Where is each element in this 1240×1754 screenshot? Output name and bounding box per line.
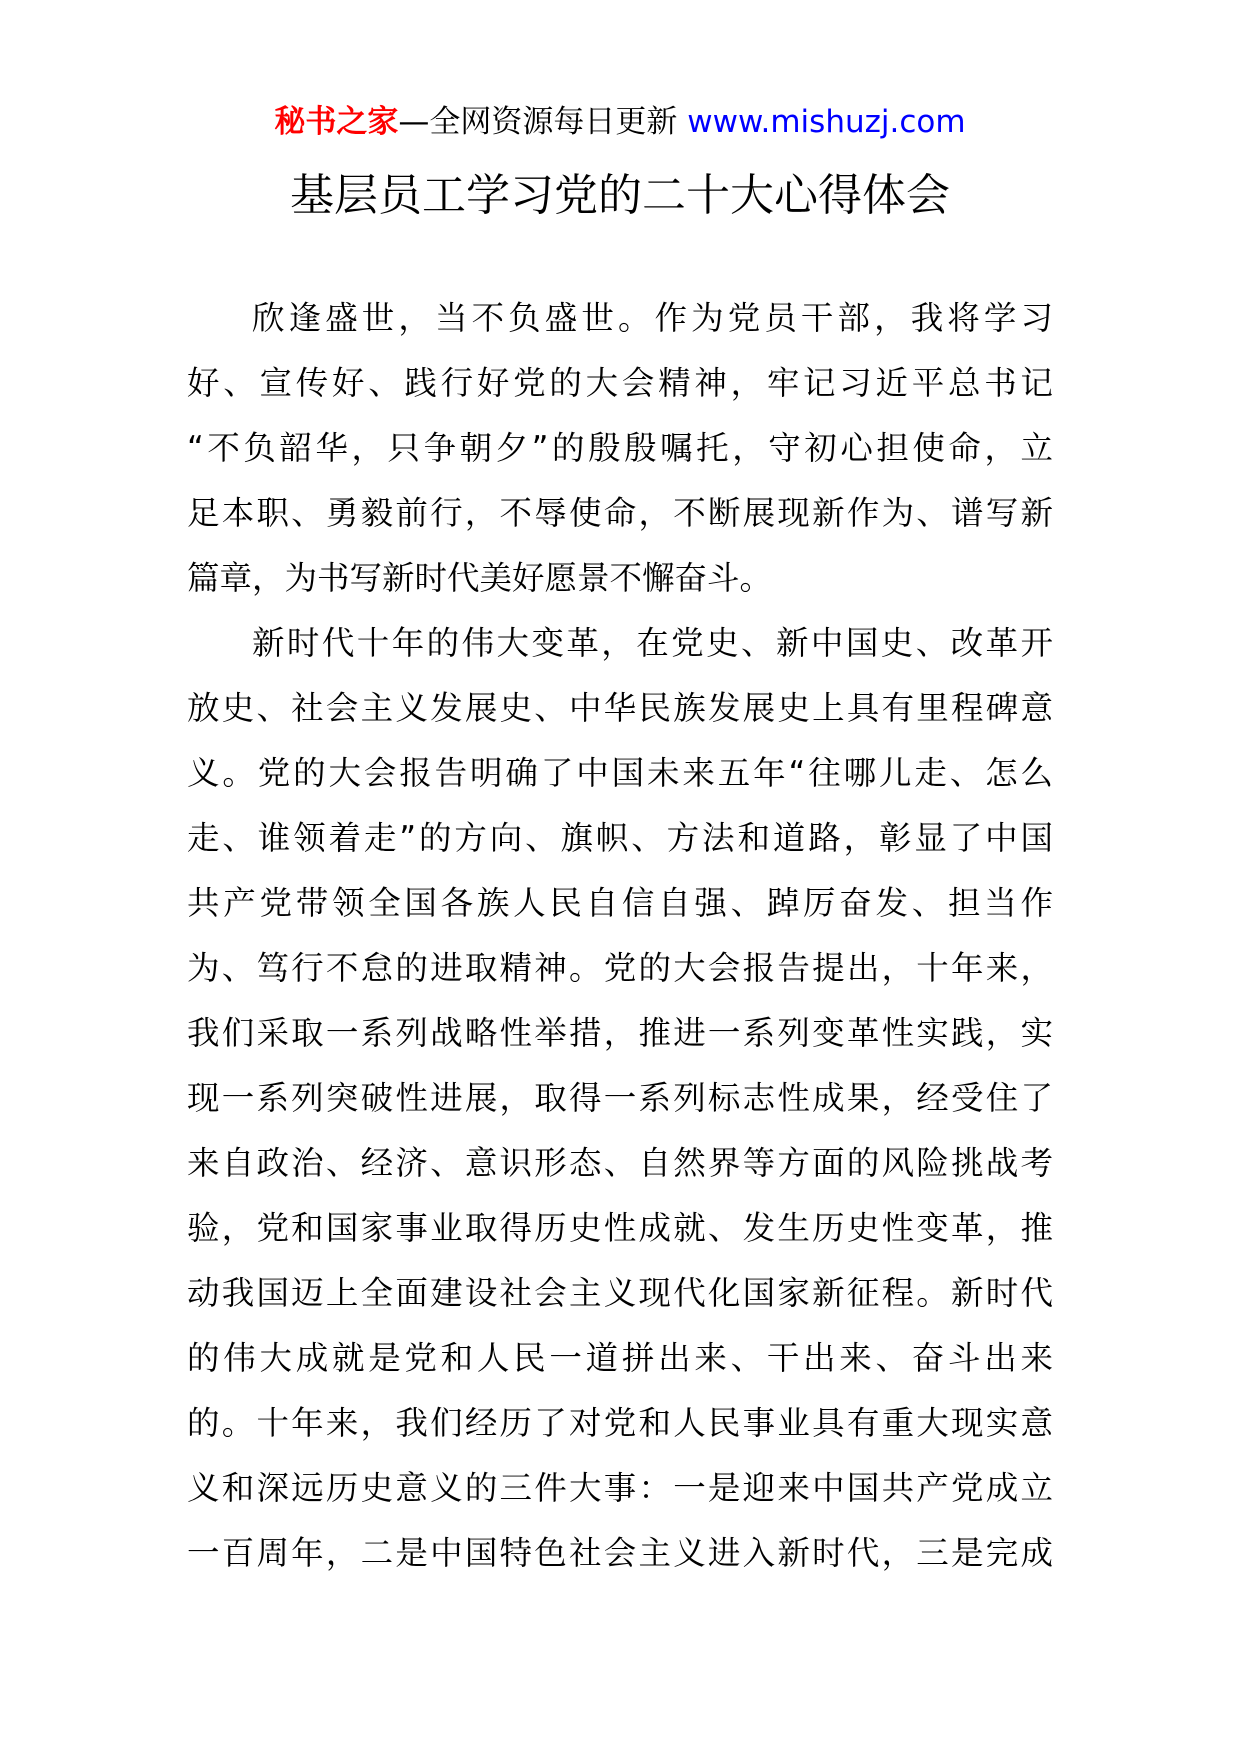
text-line: 义。党的大会报告明确了中国未来五年“往哪儿走、怎么 — [187, 754, 1053, 792]
text-line: 动我国迈上全面建设社会主义现代化国家新征程。新时代 — [187, 1274, 1053, 1312]
site-header — [0, 100, 1240, 144]
text-line: 一百周年，二是中国特色社会主义进入新时代，三是完成 — [187, 1534, 1053, 1572]
text-line: 的。十年来，我们经历了对党和人民事业具有重大现实意 — [187, 1404, 1053, 1442]
text-line: 走、谁领着走”的方向、旗帜、方法和道路，彰显了中国 — [187, 819, 1053, 857]
text-line: 好、宣传好、践行好党的大会精神，牢记习近平总书记 — [187, 364, 1053, 402]
text-line: 篇章，为书写新时代美好愿景不懈奋斗。 — [187, 559, 773, 597]
text-line: 验，党和国家事业取得历史性成就、发生历史性变革，推 — [187, 1209, 1053, 1247]
text-line: 为、笃行不怠的进取精神。党的大会报告提出，十年来， — [187, 949, 1053, 987]
text-line: 来自政治、经济、意识形态、自然界等方面的风险挑战考 — [187, 1144, 1053, 1182]
text-line: 共产党带领全国各族人民自信自强、踔厉奋发、担当作 — [187, 884, 1053, 922]
text-line: 我们采取一系列战略性举措，推进一系列变革性实践，实 — [187, 1014, 1053, 1052]
text-line: 足本职、勇毅前行，不辱使命，不断展现新作为、谱写新 — [187, 494, 1053, 532]
text-line: 义和深远历史意义的三件大事：一是迎来中国共产党成立 — [187, 1469, 1053, 1507]
text-line: 现一系列突破性进展，取得一系列标志性成果，经受住了 — [187, 1079, 1053, 1117]
brand-name: 秘书之家 — [274, 104, 399, 140]
document-title: 基层员工学习党的二十大心得体会 — [290, 170, 950, 221]
text-line: 的伟大成就是党和人民一道拼出来、干出来、奋斗出来 — [187, 1339, 1053, 1377]
text-line: 新时代十年的伟大变革，在党史、新中国史、改革开 — [252, 624, 1053, 662]
header-tagline: —全网资源每日更新 — [398, 104, 678, 140]
paragraph-1 — [187, 286, 1053, 611]
document-body — [187, 286, 1053, 1586]
text-line: “不负韶华，只争朝夕”的殷殷嘱托，守初心担使命，立 — [187, 429, 1053, 467]
paragraph-2 — [187, 611, 1053, 1586]
text-line: 欣逢盛世，当不负盛世。作为党员干部，我将学习 — [252, 299, 1053, 337]
site-url-link[interactable]: www.mishuzj.com — [687, 104, 966, 140]
text-line: 放史、社会主义发展史、中华民族发展史上具有里程碑意 — [187, 689, 1053, 727]
